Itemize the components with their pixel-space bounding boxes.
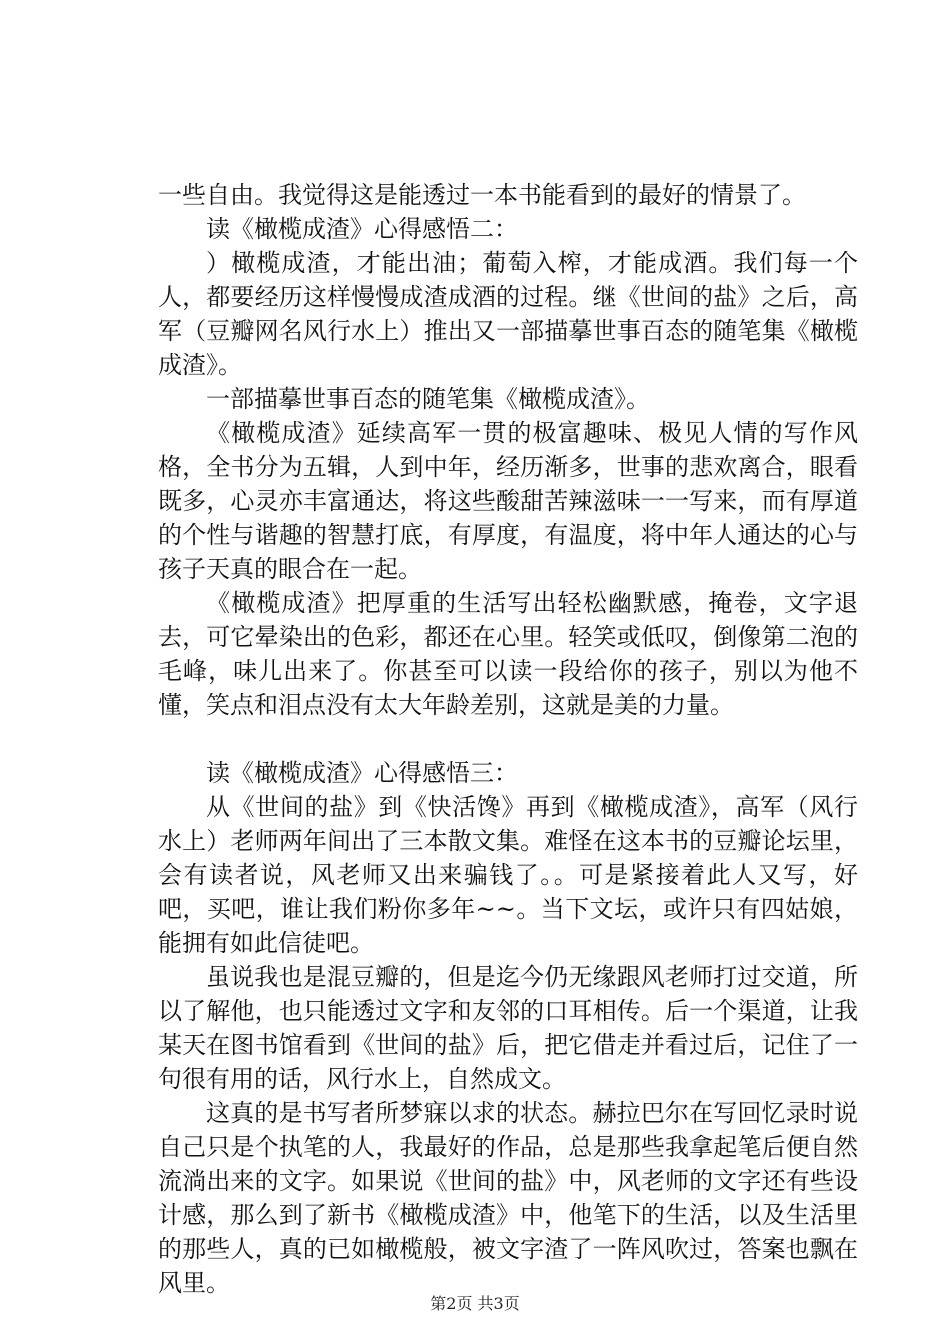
paragraph: 这真的是书写者所梦寐以求的状态。赫拉巴尔在写回忆录时说自己只是个执笔的人，我最好的作品，总是那些我拿起笔后便自然流淌出来的文字。如果说《世间的盐》中，风老师的文字还有些设计感，那么到了新书《橄榄成渣》中，他笔下的生活，以及生活里的那些人，真的已如橄榄般，被文字渣了一阵风吹过，答案也飘在风里。 [158,1099,858,1297]
section-heading-2: 读《橄榄成渣》心得感悟二： [206,215,518,243]
page-footer [0,1294,950,1314]
paragraph: 从《世间的盐》到《快活馋》再到《橄榄成渣》，高军（风行水上）老师两年间出了三本散文集。难怪在这本书的豆瓣论坛里，会有读者说，风老师又出来骗钱了。。可是紧接着此人又写，好吧，买吧，谁让我们粉你多年~~。当下文坛，或许只有四姑娘，能拥有如此信徒吧。 [158,793,858,957]
paragraph: 《橄榄成渣》延续高军一贯的极富趣味、极见人情的写作风格，全书分为五辑，人到中年，经历渐多，世事的悲欢离合，眼看既多，心灵亦丰富通达，将这些酸甜苦辣滋味一一写来，而有厚道的个性与谐趣的智慧打底，有厚度，有温度，将中年人通达的心与孩子天真的眼合在一起。 [158,419,858,583]
document-body [158,178,858,1300]
section-heading-3: 读《橄榄成渣》心得感悟三： [206,759,518,787]
paragraph: 一部描摹世事百态的随笔集《橄榄成渣》。 [206,385,650,413]
paragraph: ）橄榄成渣，才能出油；葡萄入榨，才能成酒。我们每一个人，都要经历这样慢慢成渣成酒的过程。继《世间的盐》之后，高军（豆瓣网名风行水上）推出又一部描摹世事百态的随笔集《橄榄成渣》。 [158,249,858,379]
paragraph: 《橄榄成渣》把厚重的生活写出轻松幽默感，掩卷，文字退去，可它晕染出的色彩，都还在心里。轻笑或低叹，倒像第二泡的毛峰，味儿出来了。你甚至可以读一段给你的孩子，别以为他不懂，笑点和泪点没有太大年龄差别，这就是美的力量。 [158,589,858,719]
paragraph-continuation: 一些自由。我觉得这是能透过一本书能看到的最好的情景了。 [158,181,806,209]
paragraph: 虽说我也是混豆瓣的，但是迄今仍无缘跟风老师打过交道，所以了解他，也只能透过文字和友邻的口耳相传。后一个渠道，让我某天在图书馆看到《世间的盐》后，把它借走并看过后，记住了一句很有用的话，风行水上，自然成文。 [158,963,858,1093]
page-number: 第2页 共3页 [430,1294,520,1313]
